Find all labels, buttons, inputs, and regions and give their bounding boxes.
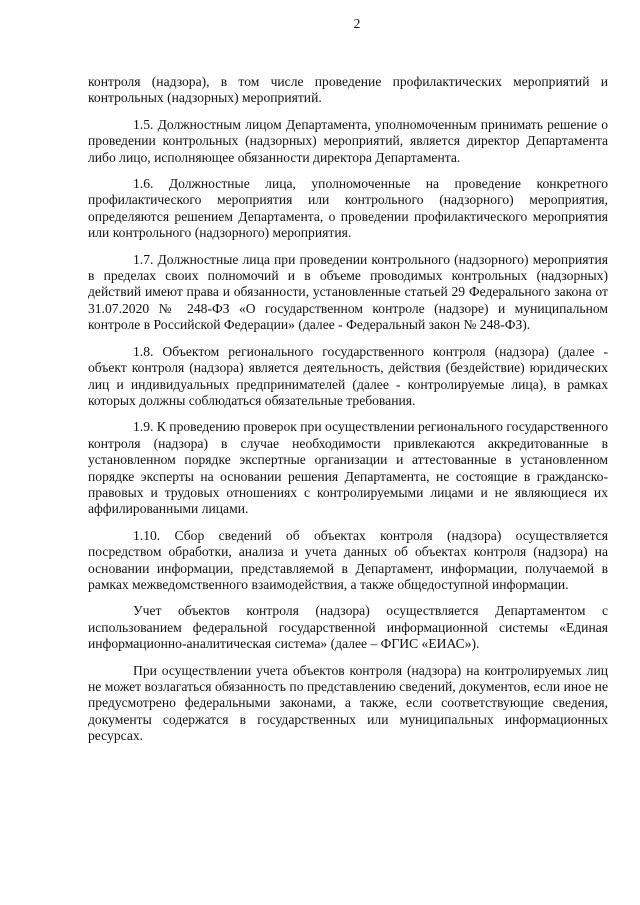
paragraph-obligations: При осуществлении учета объектов контроля (надзора) на контролируемых лиц не может возлагаться обязанность по представлению сведений, документов, если иное не предусмотрено федеральными законами, а также, если соответствующие сведения, документы содержатся в государственных или муниципальных информационных ресурсах. (88, 662, 608, 744)
paragraph-accounting: Учет объектов контроля (надзора) осуществляется Департаментом с использованием федеральной государственной информационной системы «Единая информационно-аналитическая система» (далее – ФГИС «ЕИАС»). (88, 603, 608, 652)
paragraph-1-7: 1.7. Должностные лица при проведении контрольного (надзорного) мероприятия в пределах своих полномочий и в объеме проводимых контрольных (надзорных) действий имеют права и обязанности, установленные статьей 29 Федерального закона от 31.07.2020 № 248-ФЗ «О государственном контроле (надзоре) и муниципальном контроле в Российской Федерации» (далее - Федеральный закон № 248-ФЗ). (88, 251, 608, 333)
paragraph-1-8: 1.8. Объектом регионального государственного контроля (надзора) (далее - объект контроля (надзора) является деятельность, действия (бездействие) юридических лиц и индивидуальных предпринимателей (далее - контролируемые лица), в рамках которых должны соблюдаться обязательные требования. (88, 343, 608, 408)
page-number: 2 (353, 16, 361, 31)
paragraph-1-10: 1.10. Сбор сведений об объектах контроля (надзора) осуществляется посредством обработки, анализа и учета данных об объектах контроля (надзора) на основании информации, представляемой в Департамент, информации, получаемой в рамках межведомственного взаимодействия, а также общедоступной информации. (88, 527, 608, 592)
paragraph-continuation: контроля (надзора), в том числе проведение профилактических мероприятий и контрольных (надзорных) мероприятий. (88, 74, 608, 106)
paragraph-1-6: 1.6. Должностные лица, уполномоченные на проведение конкретного профилактического мероприятия или контрольного (надзорного) мероприятия, определяются решением Департамента, о проведении профилактического мероприятия или контрольного (надзорного) мероприятия. (88, 176, 608, 241)
document-page (88, 16, 608, 755)
paragraph-1-5: 1.5. Должностным лицом Департамента, уполномоченным принимать решение о проведении контрольных (надзорных) мероприятий, является директор Департамента либо лицо, исполняющее обязанности директора Департамента. (88, 116, 608, 165)
paragraph-1-9: 1.9. К проведению проверок при осуществлении регионального государственного контроля (надзора) в случае необходимости привлекаются аккредитованные в установленном порядке экспертные организации и аттестованные в установленном порядке эксперты на основании решения Департамента, не состоящие в гражданско-правовых и трудовых отношениях с контролируемыми лицами и не являющиеся их аффилированными лицами. (88, 419, 608, 517)
